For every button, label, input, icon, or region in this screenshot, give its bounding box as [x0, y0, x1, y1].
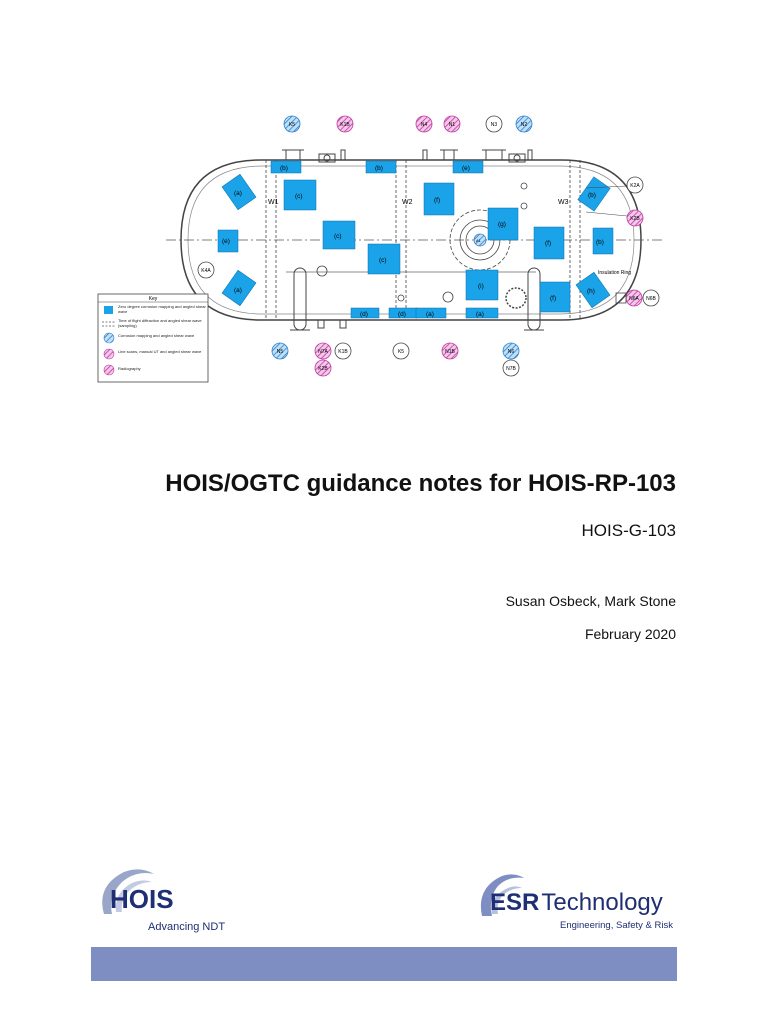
key-swatch-corrosion: [104, 333, 114, 343]
key-legend: [98, 294, 208, 382]
footer-bar: [91, 947, 677, 981]
patch-label-c-3: (c): [379, 257, 387, 264]
nozzle-label-n1: N1: [448, 122, 456, 128]
patch-label-a-2: (a): [476, 311, 484, 318]
key-item-zero-degree: Zero degree corrosion mapping and angled shear wave: [118, 304, 206, 314]
nozzle-label-n5: N5: [276, 349, 284, 355]
key-swatch-line-scans: [104, 349, 114, 359]
patch-label-e-left: (e): [222, 238, 230, 245]
nozzle-label-n2: N2: [520, 122, 528, 128]
patch-label-b-right-mid: (b): [596, 239, 604, 246]
patch-label-a-left-bottom: (a): [234, 287, 242, 294]
patch-label-c-2: (c): [334, 233, 342, 240]
round-fitting-small: [398, 295, 404, 301]
nozzle-label-n3: N3: [490, 122, 498, 128]
nozzle-stub-n6a: [616, 293, 626, 303]
patch-label-b-right-top: (b): [588, 192, 596, 199]
nozzle-label-n6a: N6A: [629, 296, 639, 302]
nozzle-label-k1b-top: K1B: [340, 122, 350, 128]
esr-technology-logo: [478, 870, 678, 934]
key-item-tofd: Time of flight diffraction and angled shear wave (sampling): [118, 318, 202, 328]
round-fitting-mid: [443, 292, 453, 302]
patch-label-d-2: (d): [398, 311, 406, 318]
nozzle-label-n7a: N7A: [318, 349, 328, 355]
pressure-vessel-inspection-diagram: [96, 108, 676, 398]
nozzle-label-k2b-right: K2B: [630, 216, 640, 222]
patch-label-d-1: (d): [360, 311, 368, 318]
patch-label-e-1: (e): [462, 165, 470, 172]
patch-label-a-1: (a): [426, 311, 434, 318]
esr-logo-tagline: Engineering, Safety & Risk: [560, 920, 674, 931]
round-fitting-right: [506, 288, 526, 308]
nozzle-leader-k2b: [586, 212, 627, 216]
round-fitting-left: [317, 266, 327, 276]
nozzle-label-n7b: N7B: [506, 366, 516, 372]
nozzle-label-n4: N4: [420, 122, 428, 128]
key-item-radiography: Radiography: [118, 366, 141, 371]
nozzle-label-n1b: N1B: [445, 349, 455, 355]
esr-logo-name: [490, 889, 663, 916]
patch-label-h-right: (h): [587, 288, 595, 295]
key-item-line-scans: Line scans, manual UT and angled shear wave: [118, 349, 202, 354]
weld-label-w2: W2: [402, 199, 413, 206]
patch-label-g-1: (g): [498, 221, 506, 228]
vessel-outline: [181, 160, 641, 320]
nozzle-label-k2b-bottom: K2B: [318, 366, 328, 372]
insulation-ring-label: Insulation Ring: [598, 270, 632, 276]
patch-label-f-1: (f): [434, 197, 441, 204]
esr-logo-name-rest: Technology: [541, 889, 663, 916]
document-date: February 2020: [584, 626, 676, 642]
hois-logo-name: HOIS: [110, 884, 174, 914]
key-title: Key: [148, 296, 158, 302]
key-swatch-zero-degree: [104, 306, 113, 314]
patch-label-c-1: (c): [295, 193, 303, 200]
nozzle-label-n6b: N6B: [646, 296, 656, 302]
weld-label-w1: W1: [268, 199, 279, 206]
round-fitting-top: [521, 183, 527, 189]
patch-label-a-left-top: (a): [234, 190, 242, 197]
weld-label-w3: W3: [558, 199, 569, 206]
patch-label-i-1: (i): [478, 283, 484, 290]
document-code: HOIS-G-103: [581, 521, 676, 540]
patch-label-f-3: (f): [550, 295, 557, 302]
key-swatch-radiography: [104, 365, 114, 375]
patch-label-f-2: (f): [545, 240, 552, 247]
patch-label-b-2: (b): [375, 165, 383, 172]
nozzle-label-n6: N6: [507, 349, 515, 355]
document-authors: Susan Osbeck, Mark Stone: [505, 593, 676, 609]
nozzle-label-k4a: K4A: [201, 268, 211, 274]
nozzle-label-k2a: K2A: [630, 183, 640, 189]
hois-logo-tagline: Advancing NDT: [148, 921, 226, 933]
patch-label-b-1: (b): [280, 165, 288, 172]
hois-logo: [96, 864, 256, 934]
nozzle-label-a1: A1: [476, 238, 481, 243]
key-item-corrosion: Corrosion mapping and angled shear wave: [118, 333, 195, 338]
nozzle-label-k5-bottom: K5: [397, 349, 405, 355]
round-fitting-top2: [521, 203, 527, 209]
esr-logo-name-bold: ESR: [490, 889, 540, 916]
document-title: HOIS/OGTC guidance notes for HOIS-RP-103: [165, 470, 676, 497]
nozzle-label-k1b-bottom: K1B: [338, 349, 348, 355]
nozzle-label-k5-top: K5: [288, 122, 296, 128]
